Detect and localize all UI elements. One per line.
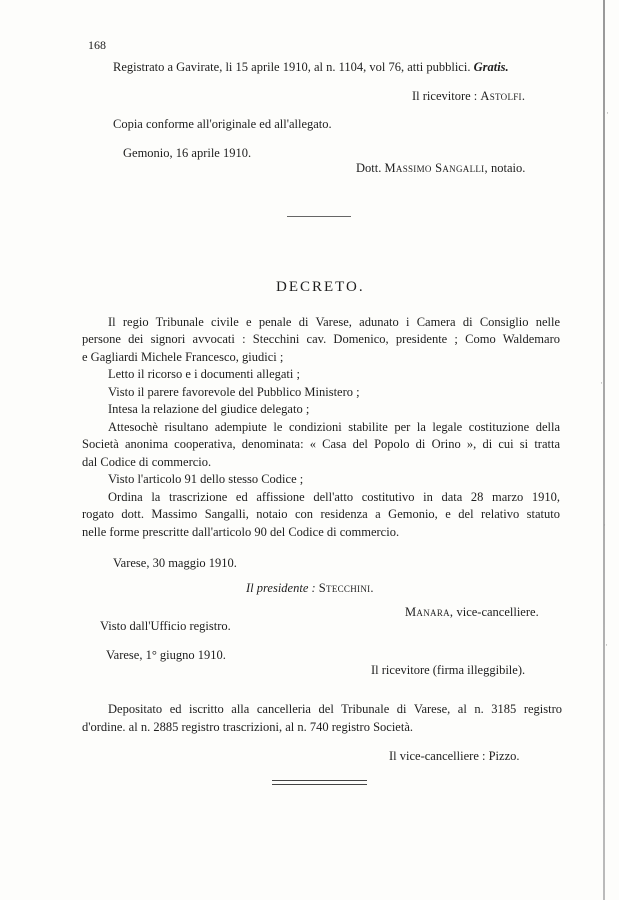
place-date-gemonio: Gemonio, 16 aprile 1910. xyxy=(123,146,252,160)
notary-name: Massimo Sangalli, xyxy=(384,161,488,175)
president-signature xyxy=(246,581,374,596)
body-line: Letto il ricorso e i documenti allegati ; xyxy=(108,367,300,381)
registration-receiver xyxy=(412,89,525,104)
body-line: Ordina la trascrizione ed affissione dell'atto costitutivo in data 28 marzo 1910, xyxy=(108,490,560,504)
closing-rule-bottom xyxy=(272,784,367,785)
margin-mark: · xyxy=(600,378,603,388)
body-line: persone dei signori avvocati : Stecchini cav. Domenico, presidente ; Como Waldemaro xyxy=(82,332,560,346)
body-line: Intesa la relazione del giudice delegato ; xyxy=(108,402,310,416)
final-signature-name: Pizzo. xyxy=(488,749,520,763)
body-line: Attesochè risultano adempiute le condizioni stabilite per la legale costituzione della xyxy=(108,420,560,434)
body-line: dal Codice di commercio. xyxy=(82,455,212,469)
body-line: Il regio Tribunale civile e penale di Varese, adunato i Camera di Consiglio nelle xyxy=(108,315,560,329)
closing-rule-top xyxy=(272,780,367,781)
page-edge xyxy=(603,0,605,900)
body-line: e Gagliardi Michele Francesco, giudici ; xyxy=(82,350,284,364)
decree-title: DECRETO. xyxy=(276,279,365,295)
body-line: Visto l'articolo 91 dello stesso Codice ; xyxy=(108,472,304,486)
vice-chancellor-role: vice-cancelliere. xyxy=(456,605,539,619)
margin-mark: · xyxy=(605,640,608,650)
deposit-line: Depositato ed iscritto alla cancelleria del Tribunale di Varese, al n. 3185 registro xyxy=(108,702,562,716)
receiver-signature: Il ricevitore (firma illeggibile). xyxy=(371,663,526,677)
body-line: nelle forme prescritte dall'articolo 90 del Codice di commercio. xyxy=(82,525,400,539)
place-date-varese-may: Varese, 30 maggio 1910. xyxy=(113,556,237,570)
section-divider xyxy=(287,216,351,217)
page-number: 168 xyxy=(88,38,106,52)
notary-signature xyxy=(356,161,525,176)
president-prefix: Il presidente : xyxy=(246,581,316,595)
final-signature-prefix: Il vice-cancelliere : xyxy=(389,749,486,763)
vice-chancellor-signature xyxy=(405,605,539,620)
place-date-varese-june: Varese, 1° giugno 1910. xyxy=(106,648,226,662)
office-seen: Visto dall'Ufficio registro. xyxy=(100,619,231,633)
notary-prefix: Dott. xyxy=(356,161,382,175)
margin-mark: · xyxy=(606,108,609,118)
deposit-line: d'ordine. al n. 2885 registro trascrizioni, al n. 740 registro Società. xyxy=(82,720,413,734)
vice-chancellor-name: Manara, xyxy=(405,605,454,619)
registration-text: Registrato a Gavirate, li 15 aprile 1910, al n. 1104, vol 76, atti pubblici. xyxy=(113,60,471,74)
receiver-name: Astolfi. xyxy=(480,89,526,103)
copy-note: Copia conforme all'originale ed all'allegato. xyxy=(113,117,332,131)
body-line: Società anonima cooperativa, denominata: « Casa del Popolo di Orino », di cui si tratta xyxy=(82,437,560,451)
gratis-label: Gratis. xyxy=(473,60,509,74)
notary-role: notaio. xyxy=(491,161,526,175)
vice-chancellor-final-signature xyxy=(389,749,520,764)
receiver-prefix: Il ricevitore : xyxy=(412,89,478,103)
body-line: rogato dott. Massimo Sangalli, notaio con residenza a Gemonio, e del relativo statuto xyxy=(82,507,560,521)
body-line: Visto il parere favorevole del Pubblico Ministero ; xyxy=(108,385,360,399)
registration-line xyxy=(113,60,509,75)
president-name: Stecchini. xyxy=(318,581,374,595)
margin-mark: · xyxy=(603,520,606,530)
